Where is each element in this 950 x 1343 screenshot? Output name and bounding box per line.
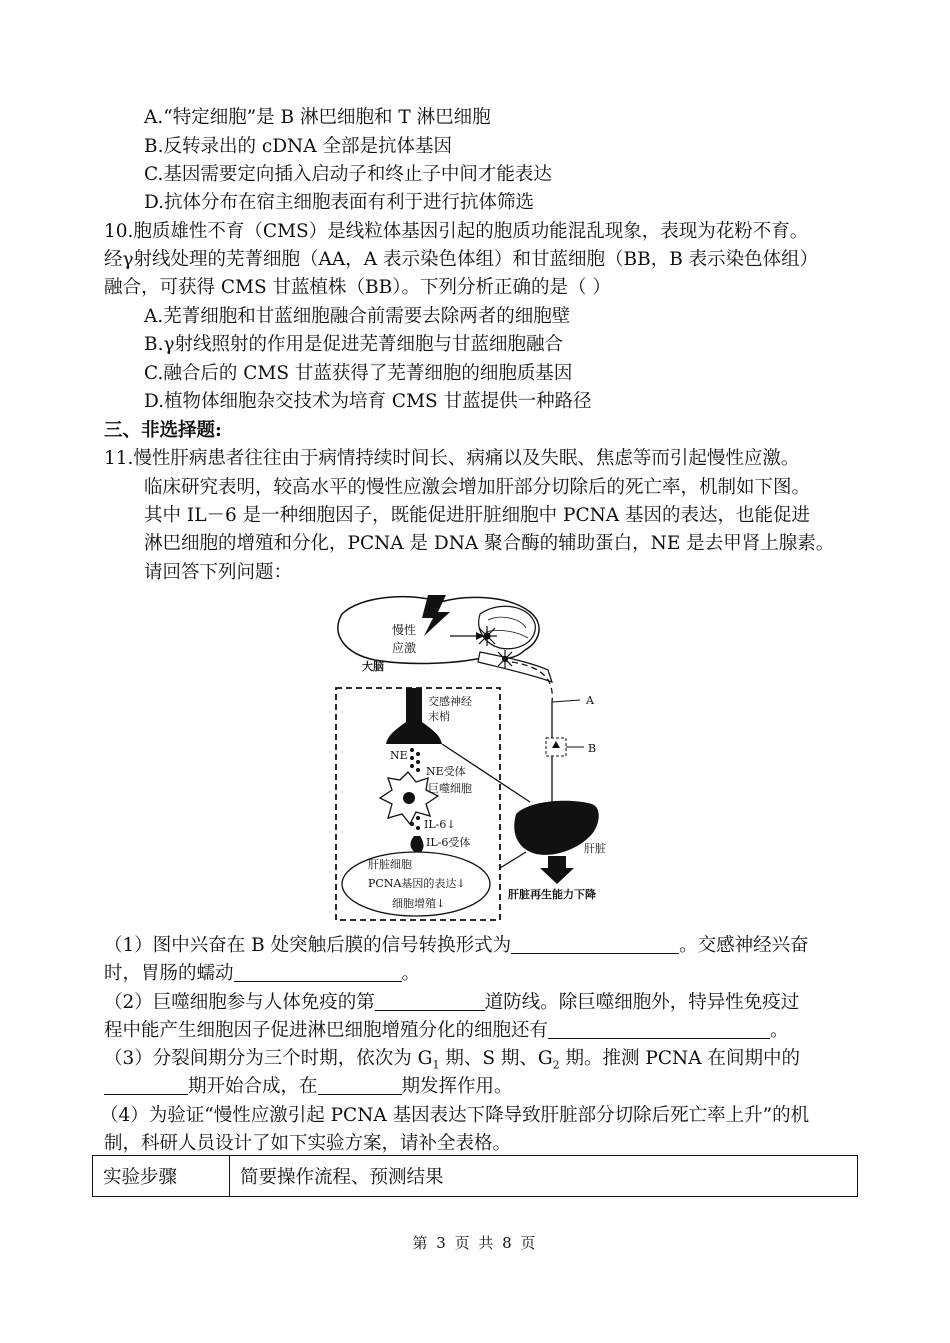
q10-option-c: C.融合后的 CMS 甘蓝获得了芜菁细胞的细胞质基因 bbox=[144, 363, 573, 384]
q11-stem-line: 11.慢性肝病患者往往由于病情持续时间长、病痛以及失眠、焦虑等而引起慢性应激。 bbox=[104, 448, 800, 469]
hepatocyte-label: 肝脏细胞 bbox=[368, 858, 412, 871]
q10-stem-line: 10.胞质雄性不育（CMS）是线粒体基因引起的胞质功能混乱现象，表现为花粉不育。 bbox=[104, 221, 809, 242]
ne-label: NE bbox=[390, 749, 408, 762]
macrophage-label: 巨噬细胞 bbox=[428, 782, 472, 795]
brain-label: 大脑 bbox=[362, 660, 384, 673]
sub2-text: （2）巨噬细胞参与人体免疫的第 bbox=[104, 992, 375, 1013]
answer-blank[interactable] bbox=[548, 1018, 770, 1039]
nerve-label: 末梢 bbox=[428, 710, 450, 723]
stress-label: 应激 bbox=[392, 641, 417, 655]
down-arrow-icon bbox=[540, 856, 574, 884]
q9-option-c: C.基因需要定向插入启动子和终止子中间才能表达 bbox=[144, 164, 552, 185]
q11-sub3 bbox=[104, 1073, 513, 1101]
label-a: A bbox=[586, 694, 594, 707]
sub3-text: 期、S 期、G bbox=[439, 1048, 553, 1069]
pcna-label: PCNA基因的表达↓ bbox=[368, 877, 466, 890]
answer-blank[interactable] bbox=[511, 933, 679, 954]
mechanism-diagram bbox=[330, 592, 630, 922]
q11-sub4: 制，科研人员设计了如下实验方案，请补全表格。 bbox=[104, 1133, 512, 1154]
regen-label: 肝脏再生能力下降 bbox=[508, 888, 596, 901]
q10-stem-line: 经γ射线处理的芜菁细胞（AA，A 表示染色体组）和甘蓝细胞（BB，B 表示染色体组） bbox=[104, 249, 819, 270]
nerve-label: 交感神经 bbox=[428, 695, 472, 708]
q11-stem-line: 临床研究表明，较高水平的慢性应激会增加肝部分切除后的死亡率，机制如下图。 bbox=[144, 477, 811, 498]
sub1-text: 。 bbox=[401, 963, 421, 984]
sub2-text: 道防线。除巨噬细胞外，特异性免疫过 bbox=[484, 992, 800, 1013]
q9-option-b: B.反转录出的 cDNA 全部是抗体基因 bbox=[144, 136, 452, 157]
answer-blank[interactable] bbox=[375, 990, 485, 1011]
subscript: 1 bbox=[432, 1058, 440, 1072]
q9-option-a: A.“特定细胞”是 B 淋巴细胞和 T 淋巴细胞 bbox=[144, 107, 491, 128]
sub2-text: 程中能产生细胞因子促进淋巴细胞增殖分化的细胞还有 bbox=[104, 1020, 549, 1041]
answer-blank[interactable] bbox=[318, 1074, 402, 1095]
ne-receptor-label: NE受体 bbox=[426, 765, 466, 778]
proliferation-label: 细胞增殖↓ bbox=[392, 897, 446, 910]
q11-sub1 bbox=[104, 960, 420, 988]
q11-stem-line: 淋巴细胞的增殖和分化，PCNA 是 DNA 聚合酶的辅助蛋白，NE 是去甲肾上腺素。 bbox=[144, 533, 835, 554]
label-b: B bbox=[588, 742, 597, 755]
answer-blank[interactable] bbox=[104, 1074, 188, 1095]
q11-stem-line: 请回答下列问题： bbox=[144, 562, 293, 583]
sub2-text: 。 bbox=[770, 1020, 789, 1041]
table-header-cell: 实验步骤 bbox=[93, 1156, 230, 1197]
experiment-table bbox=[92, 1155, 858, 1197]
stress-label: 慢性 bbox=[392, 623, 417, 637]
q11-sub1 bbox=[104, 932, 809, 960]
page-number: 第 3 页 共 8 页 bbox=[412, 1234, 538, 1252]
table-header-cell: 简要操作流程、预测结果 bbox=[230, 1156, 858, 1197]
q10-stem-line: 融合，可获得 CMS 甘蓝植株（BB）。下列分析正确的是（ ） bbox=[104, 277, 611, 298]
sub3-text: 期开始合成，在 bbox=[188, 1076, 318, 1097]
il6-receptor-label: IL-6受体 bbox=[426, 836, 471, 849]
sub3-text: （3）分裂间期分为三个时期，依次为 G bbox=[104, 1048, 433, 1069]
q10-option-d: D.植物体细胞杂交技术为培育 CMS 甘蓝提供一种路径 bbox=[144, 391, 592, 412]
section-title: 三、非选择题: bbox=[104, 420, 222, 441]
q10-option-a: A.芜菁细胞和甘蓝细胞融合前需要去除两者的细胞壁 bbox=[144, 306, 571, 327]
sub1-text: （1）图中兴奋在 B 处突触后膜的信号转换形式为 bbox=[104, 935, 512, 956]
sub3-text: 期发挥作用。 bbox=[401, 1076, 513, 1097]
table-row bbox=[93, 1156, 858, 1197]
q10-option-b: B.γ射线照射的作用是促进芜菁细胞与甘蓝细胞融合 bbox=[144, 334, 564, 355]
q9-option-d: D.抗体分布在宿主细胞表面有利于进行抗体筛选 bbox=[144, 192, 535, 213]
q11-sub2 bbox=[104, 989, 799, 1017]
sub3-text: 期。推测 PCNA 在间期中的 bbox=[559, 1048, 800, 1069]
q11-sub4: （4）为验证“慢性应激引起 PCNA 基因表达下降导致肝脏部分切除后死亡率上升”的机 bbox=[100, 1105, 810, 1126]
subscript: 2 bbox=[552, 1058, 560, 1072]
q11-stem-line: 其中 IL－6 是一种细胞因子，既能促进肝脏细胞中 PCNA 基因的表达，也能促进 bbox=[144, 505, 811, 526]
q11-sub2 bbox=[104, 1017, 789, 1045]
ne-vesicles bbox=[410, 748, 420, 772]
liver-label: 肝脏 bbox=[584, 842, 606, 855]
answer-blank[interactable] bbox=[234, 961, 402, 982]
sub1-text: 时，胃肠的蠕动 bbox=[104, 963, 234, 984]
il6-label: IL-6↓ bbox=[424, 818, 456, 831]
sub1-text: 。交感神经兴奋 bbox=[679, 935, 809, 956]
